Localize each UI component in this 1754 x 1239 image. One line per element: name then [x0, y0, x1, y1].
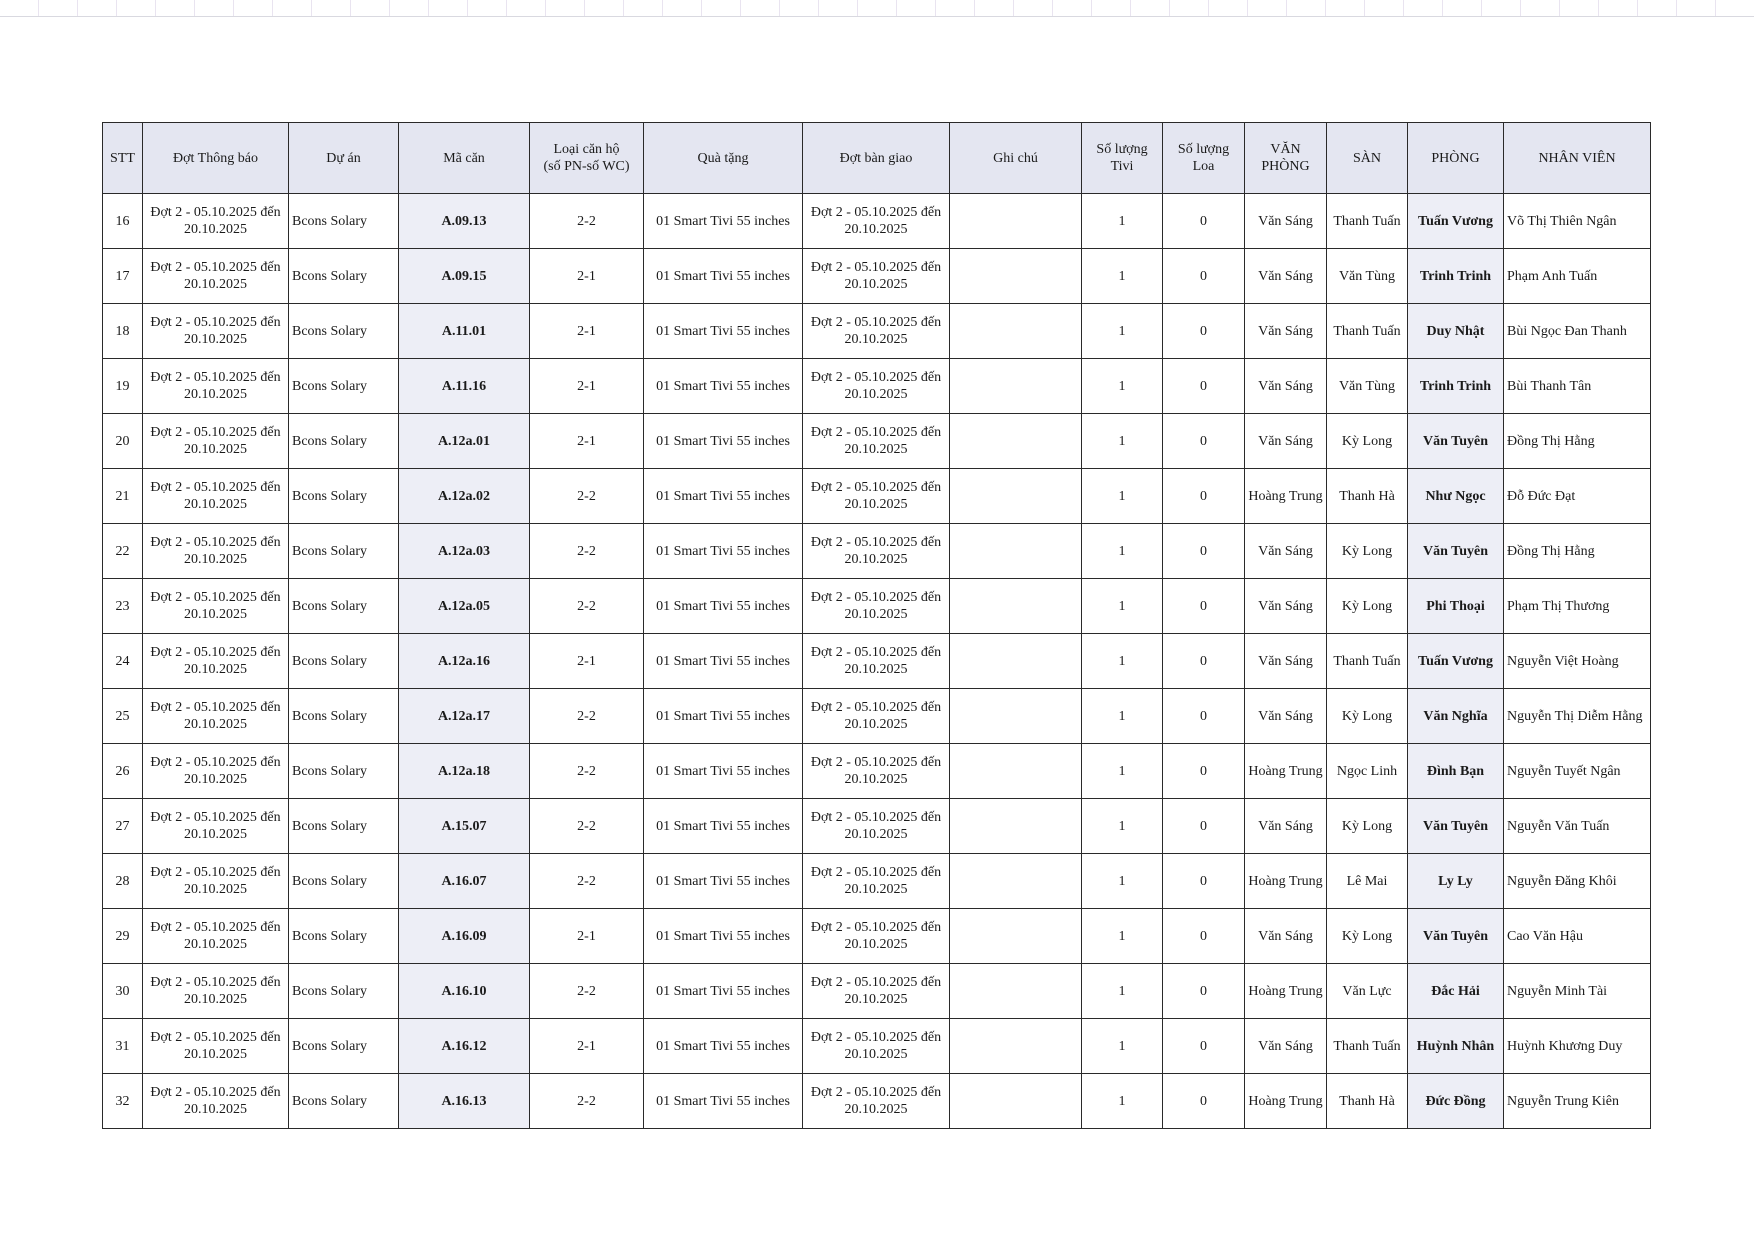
header-so-luong-tivi: Số lượng Tivi [1082, 123, 1163, 194]
table-row [103, 359, 1651, 414]
cell-san: Kỳ Long [1327, 524, 1408, 579]
cell-van-phong: Văn Sáng [1245, 799, 1327, 854]
header-dot-thong-bao: Đợt Thông báo [143, 123, 289, 194]
cell-so-luong-loa: 0 [1163, 579, 1245, 634]
table-row [103, 744, 1651, 799]
cell-so-luong-loa: 0 [1163, 744, 1245, 799]
cell-qua-tang: 01 Smart Tivi 55 inches [644, 1019, 803, 1074]
cell-ma-can: A.12a.02 [399, 469, 530, 524]
cell-so-luong-tivi: 1 [1082, 909, 1163, 964]
cell-so-luong-loa: 0 [1163, 524, 1245, 579]
cell-du-an: Bcons Solary [289, 1019, 399, 1074]
cell-loai-can-ho: 2-2 [530, 964, 644, 1019]
cell-nhan-vien: Phạm Anh Tuấn [1504, 249, 1651, 304]
cell-ma-can: A.11.01 [399, 304, 530, 359]
cell-so-luong-tivi: 1 [1082, 854, 1163, 909]
cell-ghi-chu [950, 799, 1082, 854]
cell-du-an: Bcons Solary [289, 689, 399, 744]
cell-dot-ban-giao: Đợt 2 - 05.10.2025 đến 20.10.2025 [803, 909, 950, 964]
cell-van-phong: Văn Sáng [1245, 524, 1327, 579]
cell-nhan-vien: Đồng Thị Hằng [1504, 414, 1651, 469]
cell-loai-can-ho: 2-2 [530, 194, 644, 249]
cell-dot-ban-giao: Đợt 2 - 05.10.2025 đến 20.10.2025 [803, 689, 950, 744]
cell-qua-tang: 01 Smart Tivi 55 inches [644, 359, 803, 414]
cell-dot-thong-bao: Đợt 2 - 05.10.2025 đến 20.10.2025 [143, 304, 289, 359]
cell-nhan-vien: Nguyễn Việt Hoàng [1504, 634, 1651, 689]
cell-so-luong-loa: 0 [1163, 854, 1245, 909]
header-so-luong-loa: Số lượng Loa [1163, 123, 1245, 194]
cell-phong: Đức Đồng [1408, 1074, 1504, 1129]
header-dot-ban-giao: Đợt bàn giao [803, 123, 950, 194]
cell-loai-can-ho: 2-1 [530, 249, 644, 304]
cell-phong: Đình Bạn [1408, 744, 1504, 799]
cell-san: Thanh Tuấn [1327, 634, 1408, 689]
cell-ghi-chu [950, 524, 1082, 579]
table-row [103, 964, 1651, 1019]
cell-dot-thong-bao: Đợt 2 - 05.10.2025 đến 20.10.2025 [143, 524, 289, 579]
header-van-phong: VĂN PHÒNG [1245, 123, 1327, 194]
cell-qua-tang: 01 Smart Tivi 55 inches [644, 964, 803, 1019]
cell-ghi-chu [950, 909, 1082, 964]
header-loai-can-ho: Loại căn hộ (số PN-số WC) [530, 123, 644, 194]
cell-so-luong-tivi: 1 [1082, 359, 1163, 414]
cell-so-luong-loa: 0 [1163, 469, 1245, 524]
cell-nhan-vien: Nguyễn Trung Kiên [1504, 1074, 1651, 1129]
cell-qua-tang: 01 Smart Tivi 55 inches [644, 799, 803, 854]
cell-ghi-chu [950, 634, 1082, 689]
cell-san: Kỳ Long [1327, 799, 1408, 854]
cell-stt: 26 [103, 744, 143, 799]
table-row [103, 634, 1651, 689]
cell-loai-can-ho: 2-1 [530, 634, 644, 689]
cell-dot-thong-bao: Đợt 2 - 05.10.2025 đến 20.10.2025 [143, 964, 289, 1019]
handover-gift-table [102, 122, 1651, 1129]
cell-phong: Văn Tuyên [1408, 524, 1504, 579]
header-row [103, 123, 1651, 194]
cell-ma-can: A.12a.17 [399, 689, 530, 744]
cell-dot-thong-bao: Đợt 2 - 05.10.2025 đến 20.10.2025 [143, 359, 289, 414]
cell-du-an: Bcons Solary [289, 634, 399, 689]
cell-stt: 23 [103, 579, 143, 634]
cell-dot-thong-bao: Đợt 2 - 05.10.2025 đến 20.10.2025 [143, 1019, 289, 1074]
cell-du-an: Bcons Solary [289, 744, 399, 799]
cell-phong: Văn Tuyên [1408, 909, 1504, 964]
cell-loai-can-ho: 2-2 [530, 689, 644, 744]
cell-dot-ban-giao: Đợt 2 - 05.10.2025 đến 20.10.2025 [803, 194, 950, 249]
cell-phong: Đắc Hải [1408, 964, 1504, 1019]
cell-van-phong: Văn Sáng [1245, 689, 1327, 744]
cell-ma-can: A.12a.18 [399, 744, 530, 799]
cell-so-luong-loa: 0 [1163, 799, 1245, 854]
cell-loai-can-ho: 2-1 [530, 1019, 644, 1074]
cell-loai-can-ho: 2-2 [530, 579, 644, 634]
table-row [103, 1074, 1651, 1129]
cell-ghi-chu [950, 744, 1082, 799]
table-row [103, 524, 1651, 579]
cell-stt: 18 [103, 304, 143, 359]
cell-phong: Như Ngọc [1408, 469, 1504, 524]
cell-dot-ban-giao: Đợt 2 - 05.10.2025 đến 20.10.2025 [803, 1019, 950, 1074]
cell-qua-tang: 01 Smart Tivi 55 inches [644, 304, 803, 359]
cell-van-phong: Văn Sáng [1245, 634, 1327, 689]
cell-du-an: Bcons Solary [289, 194, 399, 249]
cell-phong: Tuấn Vương [1408, 634, 1504, 689]
cell-loai-can-ho: 2-1 [530, 304, 644, 359]
cell-phong: Ly Ly [1408, 854, 1504, 909]
cell-so-luong-loa: 0 [1163, 964, 1245, 1019]
cell-phong: Văn Tuyên [1408, 414, 1504, 469]
cell-du-an: Bcons Solary [289, 854, 399, 909]
cell-du-an: Bcons Solary [289, 909, 399, 964]
cell-so-luong-tivi: 1 [1082, 414, 1163, 469]
cell-stt: 19 [103, 359, 143, 414]
cell-so-luong-tivi: 1 [1082, 744, 1163, 799]
cell-loai-can-ho: 2-2 [530, 469, 644, 524]
cell-so-luong-loa: 0 [1163, 909, 1245, 964]
cell-ghi-chu [950, 359, 1082, 414]
table-row [103, 909, 1651, 964]
cell-dot-thong-bao: Đợt 2 - 05.10.2025 đến 20.10.2025 [143, 194, 289, 249]
cell-so-luong-loa: 0 [1163, 1074, 1245, 1129]
cell-qua-tang: 01 Smart Tivi 55 inches [644, 689, 803, 744]
table-row [103, 469, 1651, 524]
cell-so-luong-loa: 0 [1163, 249, 1245, 304]
cell-san: Lê Mai [1327, 854, 1408, 909]
cell-dot-ban-giao: Đợt 2 - 05.10.2025 đến 20.10.2025 [803, 414, 950, 469]
cell-so-luong-tivi: 1 [1082, 249, 1163, 304]
cell-so-luong-loa: 0 [1163, 304, 1245, 359]
cell-ma-can: A.16.12 [399, 1019, 530, 1074]
cell-phong: Tuấn Vương [1408, 194, 1504, 249]
cell-qua-tang: 01 Smart Tivi 55 inches [644, 524, 803, 579]
cell-stt: 24 [103, 634, 143, 689]
cell-loai-can-ho: 2-2 [530, 854, 644, 909]
cell-ghi-chu [950, 964, 1082, 1019]
cell-phong: Phi Thoại [1408, 579, 1504, 634]
cell-phong: Văn Nghĩa [1408, 689, 1504, 744]
header-ghi-chu: Ghi chú [950, 123, 1082, 194]
cell-so-luong-tivi: 1 [1082, 1019, 1163, 1074]
cell-dot-thong-bao: Đợt 2 - 05.10.2025 đến 20.10.2025 [143, 634, 289, 689]
cell-san: Kỳ Long [1327, 414, 1408, 469]
cell-so-luong-tivi: 1 [1082, 634, 1163, 689]
table-row [103, 194, 1651, 249]
cell-dot-thong-bao: Đợt 2 - 05.10.2025 đến 20.10.2025 [143, 799, 289, 854]
cell-du-an: Bcons Solary [289, 414, 399, 469]
table-row [103, 1019, 1651, 1074]
cell-san: Văn Tùng [1327, 359, 1408, 414]
cell-du-an: Bcons Solary [289, 359, 399, 414]
cell-van-phong: Văn Sáng [1245, 194, 1327, 249]
cell-loai-can-ho: 2-1 [530, 909, 644, 964]
cell-dot-ban-giao: Đợt 2 - 05.10.2025 đến 20.10.2025 [803, 744, 950, 799]
cell-ma-can: A.16.07 [399, 854, 530, 909]
cell-loai-can-ho: 2-1 [530, 414, 644, 469]
cell-van-phong: Văn Sáng [1245, 304, 1327, 359]
cell-qua-tang: 01 Smart Tivi 55 inches [644, 469, 803, 524]
cell-van-phong: Văn Sáng [1245, 909, 1327, 964]
cell-ghi-chu [950, 1074, 1082, 1129]
cell-ma-can: A.09.13 [399, 194, 530, 249]
cell-van-phong: Hoàng Trung [1245, 744, 1327, 799]
cell-van-phong: Hoàng Trung [1245, 854, 1327, 909]
table-row [103, 689, 1651, 744]
cell-dot-ban-giao: Đợt 2 - 05.10.2025 đến 20.10.2025 [803, 249, 950, 304]
cell-ghi-chu [950, 304, 1082, 359]
cell-stt: 16 [103, 194, 143, 249]
cell-van-phong: Hoàng Trung [1245, 469, 1327, 524]
cell-stt: 21 [103, 469, 143, 524]
cell-nhan-vien: Đỗ Đức Đạt [1504, 469, 1651, 524]
cell-qua-tang: 01 Smart Tivi 55 inches [644, 579, 803, 634]
cell-so-luong-tivi: 1 [1082, 469, 1163, 524]
cell-van-phong: Văn Sáng [1245, 249, 1327, 304]
cell-san: Kỳ Long [1327, 579, 1408, 634]
cell-dot-ban-giao: Đợt 2 - 05.10.2025 đến 20.10.2025 [803, 1074, 950, 1129]
cell-dot-thong-bao: Đợt 2 - 05.10.2025 đến 20.10.2025 [143, 414, 289, 469]
cell-nhan-vien: Bùi Ngọc Đan Thanh [1504, 304, 1651, 359]
cell-van-phong: Văn Sáng [1245, 579, 1327, 634]
cell-san: Kỳ Long [1327, 909, 1408, 964]
cell-dot-thong-bao: Đợt 2 - 05.10.2025 đến 20.10.2025 [143, 854, 289, 909]
cell-stt: 17 [103, 249, 143, 304]
cell-qua-tang: 01 Smart Tivi 55 inches [644, 634, 803, 689]
cell-so-luong-loa: 0 [1163, 689, 1245, 744]
cell-ghi-chu [950, 249, 1082, 304]
cell-phong: Trinh Trinh [1408, 359, 1504, 414]
cell-stt: 31 [103, 1019, 143, 1074]
cell-stt: 27 [103, 799, 143, 854]
cell-ma-can: A.12a.01 [399, 414, 530, 469]
cell-dot-thong-bao: Đợt 2 - 05.10.2025 đến 20.10.2025 [143, 909, 289, 964]
cell-dot-thong-bao: Đợt 2 - 05.10.2025 đến 20.10.2025 [143, 249, 289, 304]
cell-ghi-chu [950, 414, 1082, 469]
cell-nhan-vien: Đồng Thị Hằng [1504, 524, 1651, 579]
cell-van-phong: Hoàng Trung [1245, 1074, 1327, 1129]
cell-dot-ban-giao: Đợt 2 - 05.10.2025 đến 20.10.2025 [803, 359, 950, 414]
cell-du-an: Bcons Solary [289, 524, 399, 579]
cell-nhan-vien: Bùi Thanh Tân [1504, 359, 1651, 414]
cell-ma-can: A.12a.05 [399, 579, 530, 634]
cell-ma-can: A.16.13 [399, 1074, 530, 1129]
cell-san: Thanh Hà [1327, 469, 1408, 524]
cell-stt: 25 [103, 689, 143, 744]
cell-nhan-vien: Nguyễn Thị Diễm Hằng [1504, 689, 1651, 744]
cell-qua-tang: 01 Smart Tivi 55 inches [644, 414, 803, 469]
cell-du-an: Bcons Solary [289, 1074, 399, 1129]
cell-du-an: Bcons Solary [289, 304, 399, 359]
cell-ma-can: A.11.16 [399, 359, 530, 414]
cell-stt: 20 [103, 414, 143, 469]
header-qua-tang: Quà tặng [644, 123, 803, 194]
cell-san: Kỳ Long [1327, 689, 1408, 744]
cell-qua-tang: 01 Smart Tivi 55 inches [644, 1074, 803, 1129]
cell-ghi-chu [950, 1019, 1082, 1074]
cell-nhan-vien: Võ Thị Thiên Ngân [1504, 194, 1651, 249]
cell-du-an: Bcons Solary [289, 469, 399, 524]
cell-phong: Trinh Trinh [1408, 249, 1504, 304]
cell-ma-can: A.16.09 [399, 909, 530, 964]
cell-dot-ban-giao: Đợt 2 - 05.10.2025 đến 20.10.2025 [803, 799, 950, 854]
cell-dot-ban-giao: Đợt 2 - 05.10.2025 đến 20.10.2025 [803, 854, 950, 909]
cell-loai-can-ho: 2-2 [530, 744, 644, 799]
cell-dot-thong-bao: Đợt 2 - 05.10.2025 đến 20.10.2025 [143, 579, 289, 634]
cell-loai-can-ho: 2-2 [530, 799, 644, 854]
cell-phong: Văn Tuyên [1408, 799, 1504, 854]
cell-san: Văn Lực [1327, 964, 1408, 1019]
cell-so-luong-loa: 0 [1163, 359, 1245, 414]
cell-qua-tang: 01 Smart Tivi 55 inches [644, 249, 803, 304]
cell-nhan-vien: Nguyễn Văn Tuấn [1504, 799, 1651, 854]
cell-san: Thanh Tuấn [1327, 304, 1408, 359]
cell-du-an: Bcons Solary [289, 579, 399, 634]
cell-nhan-vien: Nguyễn Minh Tài [1504, 964, 1651, 1019]
cell-ghi-chu [950, 194, 1082, 249]
cell-du-an: Bcons Solary [289, 799, 399, 854]
cell-san: Văn Tùng [1327, 249, 1408, 304]
cell-so-luong-loa: 0 [1163, 414, 1245, 469]
cell-nhan-vien: Nguyễn Đăng Khôi [1504, 854, 1651, 909]
cell-van-phong: Văn Sáng [1245, 414, 1327, 469]
cell-ghi-chu [950, 854, 1082, 909]
cell-ma-can: A.12a.16 [399, 634, 530, 689]
header-nhan-vien: NHÂN VIÊN [1504, 123, 1651, 194]
cell-stt: 29 [103, 909, 143, 964]
cell-so-luong-tivi: 1 [1082, 964, 1163, 1019]
cell-so-luong-tivi: 1 [1082, 689, 1163, 744]
table-body [103, 194, 1651, 1129]
cell-stt: 30 [103, 964, 143, 1019]
cell-loai-can-ho: 2-2 [530, 1074, 644, 1129]
header-stt: STT [103, 123, 143, 194]
cell-san: Ngọc Linh [1327, 744, 1408, 799]
table-row [103, 414, 1651, 469]
cell-nhan-vien: Cao Văn Hậu [1504, 909, 1651, 964]
cell-loai-can-ho: 2-1 [530, 359, 644, 414]
cell-dot-ban-giao: Đợt 2 - 05.10.2025 đến 20.10.2025 [803, 964, 950, 1019]
cell-so-luong-loa: 0 [1163, 1019, 1245, 1074]
table-row [103, 249, 1651, 304]
cell-van-phong: Văn Sáng [1245, 359, 1327, 414]
cell-ma-can: A.09.15 [399, 249, 530, 304]
header-phong: PHÒNG [1408, 123, 1504, 194]
cell-nhan-vien: Phạm Thị Thương [1504, 579, 1651, 634]
cell-so-luong-tivi: 1 [1082, 579, 1163, 634]
cell-dot-ban-giao: Đợt 2 - 05.10.2025 đến 20.10.2025 [803, 579, 950, 634]
scan-edge-artifact [0, 0, 1754, 17]
cell-ma-can: A.16.10 [399, 964, 530, 1019]
cell-nhan-vien: Huỳnh Khương Duy [1504, 1019, 1651, 1074]
cell-van-phong: Văn Sáng [1245, 1019, 1327, 1074]
cell-so-luong-loa: 0 [1163, 194, 1245, 249]
cell-qua-tang: 01 Smart Tivi 55 inches [644, 909, 803, 964]
cell-san: Thanh Hà [1327, 1074, 1408, 1129]
cell-san: Thanh Tuấn [1327, 1019, 1408, 1074]
cell-dot-ban-giao: Đợt 2 - 05.10.2025 đến 20.10.2025 [803, 304, 950, 359]
cell-so-luong-tivi: 1 [1082, 799, 1163, 854]
cell-stt: 22 [103, 524, 143, 579]
header-du-an: Dự án [289, 123, 399, 194]
table-row [103, 304, 1651, 359]
cell-dot-ban-giao: Đợt 2 - 05.10.2025 đến 20.10.2025 [803, 634, 950, 689]
cell-nhan-vien: Nguyễn Tuyết Ngân [1504, 744, 1651, 799]
cell-dot-thong-bao: Đợt 2 - 05.10.2025 đến 20.10.2025 [143, 689, 289, 744]
cell-ghi-chu [950, 689, 1082, 744]
cell-stt: 28 [103, 854, 143, 909]
cell-du-an: Bcons Solary [289, 249, 399, 304]
cell-qua-tang: 01 Smart Tivi 55 inches [644, 194, 803, 249]
cell-phong: Duy Nhật [1408, 304, 1504, 359]
cell-dot-ban-giao: Đợt 2 - 05.10.2025 đến 20.10.2025 [803, 469, 950, 524]
cell-so-luong-loa: 0 [1163, 634, 1245, 689]
cell-dot-thong-bao: Đợt 2 - 05.10.2025 đến 20.10.2025 [143, 1074, 289, 1129]
table-row [103, 579, 1651, 634]
cell-qua-tang: 01 Smart Tivi 55 inches [644, 744, 803, 799]
cell-ghi-chu [950, 469, 1082, 524]
cell-so-luong-tivi: 1 [1082, 304, 1163, 359]
cell-ghi-chu [950, 579, 1082, 634]
cell-so-luong-tivi: 1 [1082, 194, 1163, 249]
cell-dot-thong-bao: Đợt 2 - 05.10.2025 đến 20.10.2025 [143, 744, 289, 799]
cell-qua-tang: 01 Smart Tivi 55 inches [644, 854, 803, 909]
cell-ma-can: A.12a.03 [399, 524, 530, 579]
cell-so-luong-tivi: 1 [1082, 1074, 1163, 1129]
table-row [103, 854, 1651, 909]
cell-dot-thong-bao: Đợt 2 - 05.10.2025 đến 20.10.2025 [143, 469, 289, 524]
cell-san: Thanh Tuấn [1327, 194, 1408, 249]
cell-du-an: Bcons Solary [289, 964, 399, 1019]
cell-phong: Huỳnh Nhân [1408, 1019, 1504, 1074]
cell-stt: 32 [103, 1074, 143, 1129]
header-ma-can: Mã căn [399, 123, 530, 194]
table-row [103, 799, 1651, 854]
cell-loai-can-ho: 2-2 [530, 524, 644, 579]
cell-dot-ban-giao: Đợt 2 - 05.10.2025 đến 20.10.2025 [803, 524, 950, 579]
cell-van-phong: Hoàng Trung [1245, 964, 1327, 1019]
header-san: SÀN [1327, 123, 1408, 194]
cell-so-luong-tivi: 1 [1082, 524, 1163, 579]
cell-ma-can: A.15.07 [399, 799, 530, 854]
